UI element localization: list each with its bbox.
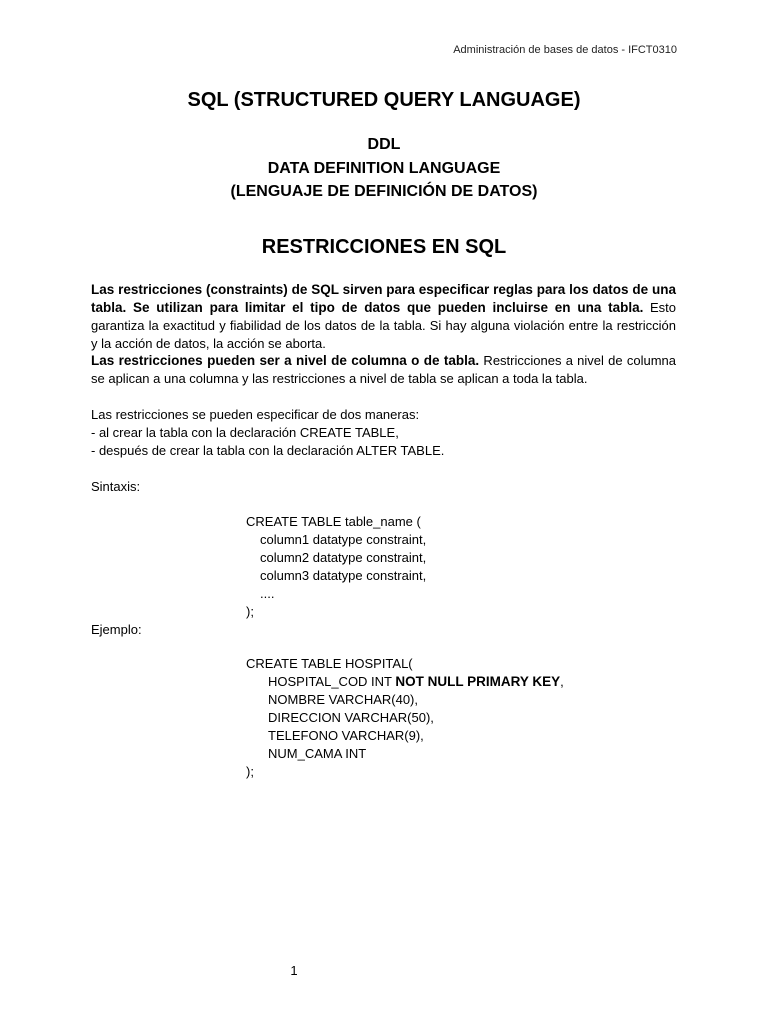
- example-line: );: [246, 764, 254, 779]
- page-title: SQL (STRUCTURED QUERY LANGUAGE): [187, 89, 581, 111]
- example-line: NUM_CAMA INT: [268, 746, 367, 761]
- levels-normal-text: Restricciones a nivel de columna se aplican a una columna y las restricciones a nivel de tabla se aplican a toda la tabla.: [91, 353, 676, 386]
- section-heading: RESTRICCIONES EN SQL: [261, 236, 507, 258]
- example-line-bold: NOT NULL PRIMARY KEY: [395, 674, 561, 689]
- example-line: DIRECCION VARCHAR(50),: [268, 710, 434, 725]
- ways-item-2: - después de crear la tabla con la declaración ALTER TABLE.: [91, 443, 445, 458]
- example-line: [268, 673, 564, 691]
- syntax-line: column2 datatype constraint,: [260, 550, 427, 565]
- syntax-line: CREATE TABLE table_name (: [246, 514, 421, 529]
- syntax-line: column3 datatype constraint,: [260, 568, 427, 583]
- example-line: TELEFONO VARCHAR(9),: [268, 728, 424, 743]
- ddl-heading: DDL: [367, 136, 401, 153]
- running-header: Administración de bases de datos - IFCT0310: [453, 44, 677, 56]
- ways-intro: Las restricciones se pueden especificar de dos maneras:: [91, 407, 420, 422]
- syntax-line: column1 datatype constraint,: [260, 532, 427, 547]
- syntax-line: ....: [260, 586, 275, 601]
- intro-normal-text: Esto garantiza la exactitud y fiabilidad de los datos de la tabla. Si hay alguna violación entre la restricción y la acción de datos, la acción se aborta.: [91, 300, 677, 351]
- intro-bold-text: Las restricciones (constraints) de SQL sirven para especificar reglas para los datos de una tabla. Se utilizan para limitar el tipo de datos que pueden incluirse en una tabla.: [91, 282, 676, 315]
- levels-bold-text: Las restricciones pueden ser a nivel de columna o de tabla.: [91, 353, 480, 368]
- ddl-full-heading: DATA DEFINITION LANGUAGE: [267, 160, 501, 177]
- page-number: 1: [290, 963, 298, 978]
- intro-paragraph: [91, 281, 676, 353]
- ways-item-1: - al crear la tabla con la declaración CREATE TABLE,: [91, 425, 399, 440]
- syntax-label: Sintaxis:: [91, 479, 141, 494]
- example-line-suffix: ,: [560, 674, 564, 689]
- example-line-prefix: HOSPITAL_COD INT: [268, 674, 396, 689]
- syntax-line: );: [246, 604, 254, 619]
- example-label: Ejemplo:: [91, 622, 142, 637]
- example-line: CREATE TABLE HOSPITAL(: [246, 656, 413, 671]
- example-line: NOMBRE VARCHAR(40),: [268, 692, 419, 707]
- ddl-spanish-heading: (LENGUAJE DE DEFINICIÓN DE DATOS): [230, 183, 538, 200]
- levels-paragraph: [91, 352, 676, 388]
